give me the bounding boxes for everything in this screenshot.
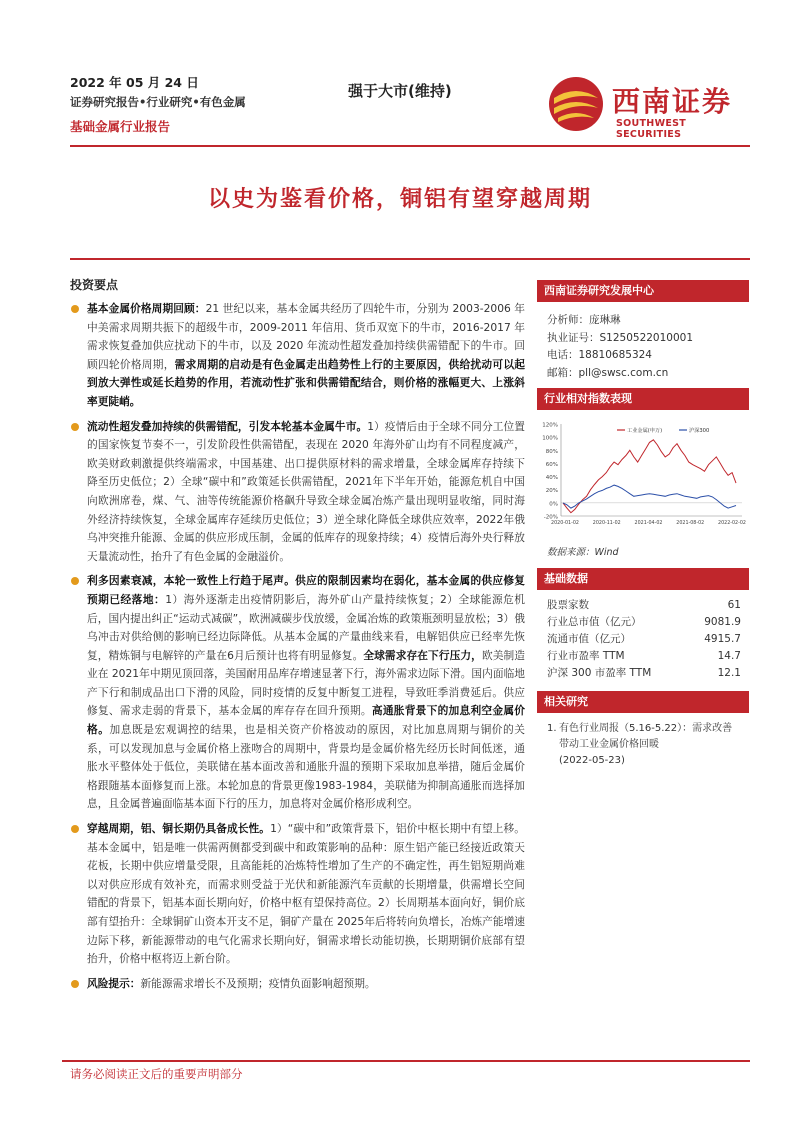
footer-divider xyxy=(62,1060,750,1062)
section-heading: 投资要点 xyxy=(70,278,119,292)
bullet-item xyxy=(70,572,525,814)
relative-index-chart xyxy=(537,416,749,536)
basic-data-label: 行业总市值（亿元） xyxy=(547,616,642,628)
bullet-dot-icon xyxy=(71,305,79,313)
report-type: 基础金属行业报告 xyxy=(70,119,171,134)
sidebar xyxy=(537,280,749,769)
license-number: S1250522010001 xyxy=(599,331,694,344)
header-divider xyxy=(70,145,750,147)
index-performance-header: 行业相对指数表现 xyxy=(537,388,749,410)
logo-emblem-icon xyxy=(546,74,606,134)
x-tick-label: 2022-02-02 xyxy=(718,521,746,526)
y-tick-label: 20% xyxy=(545,488,558,495)
rating-label: 强于大市(维持) xyxy=(348,82,452,100)
basic-data-value: 9081.9 xyxy=(704,615,741,628)
bullet-bold: 风险提示： xyxy=(87,976,141,990)
phone-label: 电话： xyxy=(547,349,579,361)
footer-disclaimer: 请务必阅读正文后的重要声明部分 xyxy=(70,1067,243,1081)
bullet-item xyxy=(70,820,525,969)
basic-data-label: 行业市盈率 TTM xyxy=(547,650,625,662)
chart-source: 数据来源：Wind xyxy=(547,547,619,558)
bullet-text: 新能源需求增长不及预期；疫情负面影响超预期。 xyxy=(140,976,376,990)
bullet-bold: 全球需求存在下行压力， xyxy=(363,648,482,662)
x-tick-label: 2021-04-02 xyxy=(634,521,663,526)
basic-data-value: 61 xyxy=(727,598,741,611)
bullet-item xyxy=(70,975,525,994)
email-label: 邮箱： xyxy=(547,366,579,379)
analyst-contact xyxy=(537,302,749,388)
bullet-bold: 高通胀背景下的加息利空金属价格。 xyxy=(87,704,525,737)
basic-data-row xyxy=(537,664,749,681)
license-label: 执业证号： xyxy=(547,331,600,344)
y-tick-label: 120% xyxy=(542,422,558,429)
bullet-item xyxy=(70,300,525,412)
x-tick-label: 2020-01-02 xyxy=(551,521,579,526)
legend-label: 工业金属(申万) xyxy=(627,428,663,434)
license-row xyxy=(547,330,739,348)
report-date: 2022 年 05 月 24 日 xyxy=(70,75,199,90)
bullet-dot-icon xyxy=(71,825,79,833)
analyst-row xyxy=(547,312,739,330)
related-research-item[interactable] xyxy=(537,713,749,769)
index-chart xyxy=(537,410,749,540)
title-divider xyxy=(70,258,750,260)
basic-data-header: 基础数据 xyxy=(537,568,749,590)
x-tick-label: 2021-08-02 xyxy=(676,521,705,526)
bullet-text: 1）“碳中和”政策背景下，铝价中枢长期中有望上移。基本金属中，铝是唯一供需两侧都受到碳中和政策影响的品种：原生铝产能已经接近政策天花板，长期中供应增量受限，且高能耗的冶炼特性增加了生产的不确定性，再生铝短期尚难以对供应形成有效补充，而需求则受益于光伏和新能源汽车贡献的长期增量，供需增长空间错配的背景下，铝基本面长期向好，价格中枢有望保持高位。2）长周期基本面向好，铜价底部有望抬升：全球铜矿山资本开支不足，铜矿产量在 2025年后将转向负增长，冶炼产能增速边际下移，新能源带动的电气化需求长期向好，铜需求增长动能切换，长期期铜价底部有望抬升，价格中枢将迈上新台阶。 xyxy=(87,822,525,966)
y-tick-label: 80% xyxy=(545,448,558,455)
basic-data-value: 14.7 xyxy=(717,649,741,662)
analyst-label: 分析师： xyxy=(547,314,589,326)
x-tick-label: 2020-11-02 xyxy=(592,521,621,526)
y-tick-label: 40% xyxy=(545,475,558,482)
basic-data-table xyxy=(537,596,749,681)
basic-data-value: 12.1 xyxy=(717,666,741,679)
bullet-dot-icon xyxy=(71,980,79,988)
related-research-header: 相关研究 xyxy=(537,691,749,713)
series-line-csi300 xyxy=(563,485,736,508)
basic-data-row xyxy=(537,596,749,613)
email-address[interactable]: pll@swsc.com.cn xyxy=(578,366,669,379)
bullet-bold: 需求周期的启动是有色金属走出趋势性上行的主要原因，供给扰动可以起到放大弹性或延长趋势的作用，若流动性扩张和供需错配结合，则价格的涨幅更大、上涨斜率更陡峭。 xyxy=(87,357,525,408)
bullet-item xyxy=(70,418,525,567)
phone-row xyxy=(547,347,739,365)
bullet-bold: 利多因素衰减，本轮一致性上行趋于尾声。供应的限制因素均在弱化，基本金属的供应修复预期已经落地： xyxy=(87,574,525,606)
y-tick-label: 100% xyxy=(542,435,558,442)
bullet-text: 加息既是宏观调控的结果，也是相关资产价格波动的原因，对比加息周期与铜价的关系，可以发现加息与金属价格上涨吻合的周期中，背景均是金属价格先经历长时间低迷，通胀水平整体处于低位，美联储在基本面改善和通胀升温的预期下采取加息举措，随后金属价格跟随基本面修复而上涨。本轮加息的背景更像1983-1984，美联储为抑制高通胀而选择加息，且金属普遍面临基本面下行的压力，加息将对金属价格形成利空。 xyxy=(87,723,525,811)
bullet-text: 欧美制造业在 2021年中期见顶回落，美国耐用品库存增速显著下行，海外需求边际下滑。国内面临地产下行和制成品出口下滑的风险，同时疫情的反复中断复工进程，导致旺季消费延后。供应修复、需求走弱的背景下，基本金属的库存存在回升预期。 xyxy=(87,648,525,718)
related-title: 有色行业周报（5.16-5.22）：需求改善 xyxy=(559,723,733,734)
series-line-industrial-metals xyxy=(563,440,736,513)
email-row xyxy=(547,365,739,383)
basic-data-label: 流通市值（亿元） xyxy=(547,633,631,645)
basic-data-label: 沪深 300 市盈率 TTM xyxy=(547,667,652,679)
related-date: (2022-05-23) xyxy=(559,755,625,766)
basic-data-value: 4915.7 xyxy=(704,632,741,645)
page-title: 以史为鉴看价格，铜铝有望穿越周期 xyxy=(207,186,592,212)
investment-highlights xyxy=(70,276,525,999)
bullet-bold: 流动性超发叠加持续的供需错配，引发本轮基本金属牛市。 xyxy=(87,419,368,433)
basic-data-row xyxy=(537,630,749,647)
analyst-name: 庞琳琳 xyxy=(589,314,621,326)
bullet-text: 1）疫情后由于全球不同分工位置的国家恢复节奏不一，引发阶段性供需错配，表现在 2020 年海外矿山均有不同程度减产，欧美财政刺激提供终端需求，中国基建、出口提供原材料的需求增量，全球金属库存持续下降至历史低位；2）全球“碳中和”政策延长供需错配，2021年下半年开始，能源危机自中国向欧洲席卷，煤、气、油等传统能源价格飙升导致全球金属冶炼产量出现明显收缩，同时海外经济持续恢复，全球金属库存延续历史低位；3）逆全球化降低全球供应效率，2022年俄乌冲突推升能源、金属的供应形成压制，金属的低库存的现象持续；4）疫情后海外央行释放天量流动性，抬升了有色金属的金融溢价。 xyxy=(87,419,525,563)
bullet-bold: 基本金属价格周期回顾： xyxy=(87,302,206,315)
basic-data-label: 股票家数 xyxy=(547,599,589,611)
logo-text-cn: 西南证券 xyxy=(612,85,733,118)
report-category: 证券研究报告•行业研究•有色金属 xyxy=(70,95,246,109)
bullet-dot-icon xyxy=(71,577,79,585)
related-title-cont: 带动工业金属价格回暖 xyxy=(559,739,659,750)
logo-text-en: SOUTHWEST SECURITIES xyxy=(616,118,687,140)
related-number: 1. xyxy=(547,723,557,734)
bullet-bold: 穿越周期，铝、铜长期仍具备成长性。 xyxy=(87,822,271,836)
y-tick-label: 0% xyxy=(549,501,558,508)
basic-data-row xyxy=(537,647,749,664)
bullet-dot-icon xyxy=(71,423,79,431)
company-logo xyxy=(546,74,746,140)
bullet-text: 1）海外逐渐走出疫情阴影后，海外矿山产量持续恢复；2）全球能源危机后，国内提出纠正“运动式减碳”，欧洲减碳步伐放缓，金属冶炼的政策瓶颈明显放松；3）俄乌冲击对供给侧的影响已经边际降低。从基本金属的产量曲线来看，电解铝供应已经率先恢复，精炼铜与电解锌的产量在6月后预计也将有明显修复。 xyxy=(87,592,525,662)
y-tick-label: 60% xyxy=(545,461,558,468)
phone-number: 18810685324 xyxy=(578,349,652,361)
legend-label: 沪深300 xyxy=(689,428,710,434)
bullet-text: 21 世纪以来，基本金属共经历了四轮牛市，分别为 2003-2006 年中美需求周期共振下的超级牛市，2009-2011 年信用、货币双宽下的牛市，2016-2017 年需求恢复叠加供应扰动下的牛市，以及 2020 年流动性超发叠加持续供需错配下的牛市。回顾四轮价格周期， xyxy=(87,302,525,371)
research-center-header: 西南证券研究发展中心 xyxy=(537,280,749,302)
y-tick-label: -20% xyxy=(543,514,558,521)
basic-data-row xyxy=(537,613,749,630)
